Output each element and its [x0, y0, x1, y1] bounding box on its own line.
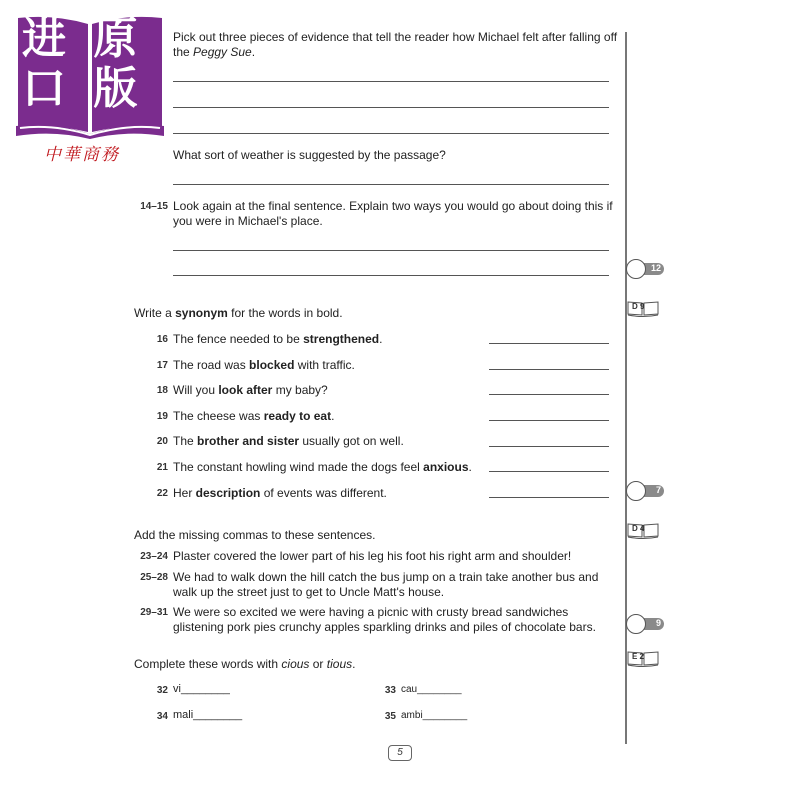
suffix-option: cious	[281, 657, 310, 671]
question-final-sentence: Look again at the final sentence. Explain two ways you would go about doing this if you were in Michael's place.	[173, 199, 613, 228]
words-instruction	[134, 657, 355, 672]
page-number: 5	[388, 745, 412, 761]
comma-sentence: We were so excited we were having a picnic with crusty bread sandwiches glistening pork pies crunchy apples sparkling drinks and piles of chocolate bars.	[173, 605, 596, 634]
book-code: E 2	[632, 652, 645, 661]
item-text: The road was	[173, 358, 250, 372]
answer-line[interactable]	[173, 184, 609, 185]
item-number: 33	[384, 685, 396, 696]
logo-top-text: 进 原	[22, 13, 144, 64]
score-circle[interactable]	[626, 481, 646, 501]
question-evidence	[173, 30, 618, 60]
score-badge	[626, 481, 664, 501]
instr-text: Write a	[134, 306, 176, 320]
item-number: 19	[156, 411, 168, 422]
bold-word: description	[195, 486, 261, 500]
question-text: Pick out three pieces of evidence that tell the reader how Michael felt after falling off the	[173, 30, 618, 59]
instr-text: or	[309, 657, 327, 671]
item-text: .	[379, 332, 383, 346]
answer-line[interactable]	[489, 394, 609, 395]
score-total: 12	[650, 263, 661, 273]
item-text: usually got on well.	[299, 434, 404, 448]
bold-word: look after	[218, 383, 273, 397]
item-number: 20	[156, 436, 168, 447]
suffix-option: tious	[326, 657, 353, 671]
item-text: of events was different.	[260, 486, 387, 500]
bold-word: ready to eat	[263, 409, 332, 423]
ship-name: Peggy Sue	[193, 45, 252, 59]
bold-word: brother and sister	[197, 434, 300, 448]
synonym-item	[173, 332, 382, 347]
answer-line[interactable]	[173, 275, 609, 276]
instr-text: .	[352, 657, 356, 671]
item-number: 25–28	[140, 572, 168, 583]
comma-sentence: Plaster covered the lower part of his leg his foot his right arm and shoulder!	[173, 549, 572, 563]
answer-line[interactable]	[173, 107, 609, 108]
item-text: The	[173, 434, 198, 448]
item-number: 29–31	[140, 607, 168, 618]
item-text: .	[468, 460, 472, 474]
book-reference-icon	[627, 651, 659, 667]
logo-bottom-text: 口 版	[22, 63, 144, 114]
item-number: 23–24	[140, 551, 168, 562]
answer-line[interactable]	[489, 446, 609, 447]
score-circle[interactable]	[626, 614, 646, 634]
synonym-item	[173, 383, 328, 398]
answer-line[interactable]	[173, 250, 609, 251]
score-circle[interactable]	[626, 259, 646, 279]
item-text: my baby?	[272, 383, 328, 397]
word-blank[interactable]: mali________	[173, 709, 243, 721]
answer-line[interactable]	[489, 369, 609, 370]
bold-word: anxious	[423, 460, 469, 474]
answer-line[interactable]	[489, 471, 609, 472]
commas-instruction: Add the missing commas to these sentences.	[134, 528, 376, 542]
punct: .	[251, 45, 256, 59]
word-blank[interactable]: cau________	[401, 684, 462, 695]
item-number: 32	[156, 685, 168, 696]
item-text: Will you	[173, 383, 219, 397]
answer-line[interactable]	[173, 133, 609, 134]
question-number: 14–15	[140, 201, 168, 212]
answer-line[interactable]	[489, 420, 609, 421]
comma-sentence: We had to walk down the hill catch the bus jump on a train take another bus and walk up the street just to get to Uncle Matt's house.	[173, 570, 599, 599]
item-text: .	[331, 409, 335, 423]
word-blank[interactable]: vi________	[173, 683, 230, 695]
score-total: 9	[655, 618, 661, 628]
logo-caption: 中華商務	[44, 145, 120, 165]
instr-bold: synonym	[175, 306, 228, 320]
item-text: Her	[173, 486, 196, 500]
answer-line[interactable]	[489, 497, 609, 498]
word-blank[interactable]: ambi________	[401, 710, 468, 721]
item-number: 21	[156, 462, 168, 473]
score-badge	[626, 259, 664, 279]
bold-word: strengthened	[303, 332, 380, 346]
synonym-item	[173, 486, 387, 501]
answer-line[interactable]	[173, 81, 609, 82]
book-reference-icon	[627, 301, 659, 317]
item-number: 34	[156, 711, 168, 722]
item-number: 17	[156, 360, 168, 371]
item-number: 35	[384, 711, 396, 722]
instr-text: for the words in bold.	[227, 306, 343, 320]
score-badge	[626, 614, 664, 634]
item-number: 22	[156, 488, 168, 499]
margin-line	[625, 32, 627, 744]
book-code: D 4	[632, 524, 645, 533]
instr-text: Complete these words with	[134, 657, 282, 671]
score-total: 7	[655, 485, 661, 495]
synonym-instruction	[134, 306, 343, 321]
bold-word: blocked	[249, 358, 295, 372]
item-number: 18	[156, 385, 168, 396]
item-text: The constant howling wind made the dogs feel	[173, 460, 424, 474]
synonym-item	[173, 358, 355, 373]
item-text: The cheese was	[173, 409, 264, 423]
question-weather: What sort of weather is suggested by the passage?	[173, 148, 446, 162]
synonym-item	[173, 460, 472, 475]
book-code: D 9	[632, 302, 645, 311]
answer-line[interactable]	[489, 343, 609, 344]
item-text: with traffic.	[294, 358, 355, 372]
synonym-item	[173, 409, 334, 424]
item-text: The fence needed to be	[173, 332, 304, 346]
synonym-item	[173, 434, 404, 449]
item-number: 16	[156, 334, 168, 345]
book-reference-icon	[627, 523, 659, 539]
